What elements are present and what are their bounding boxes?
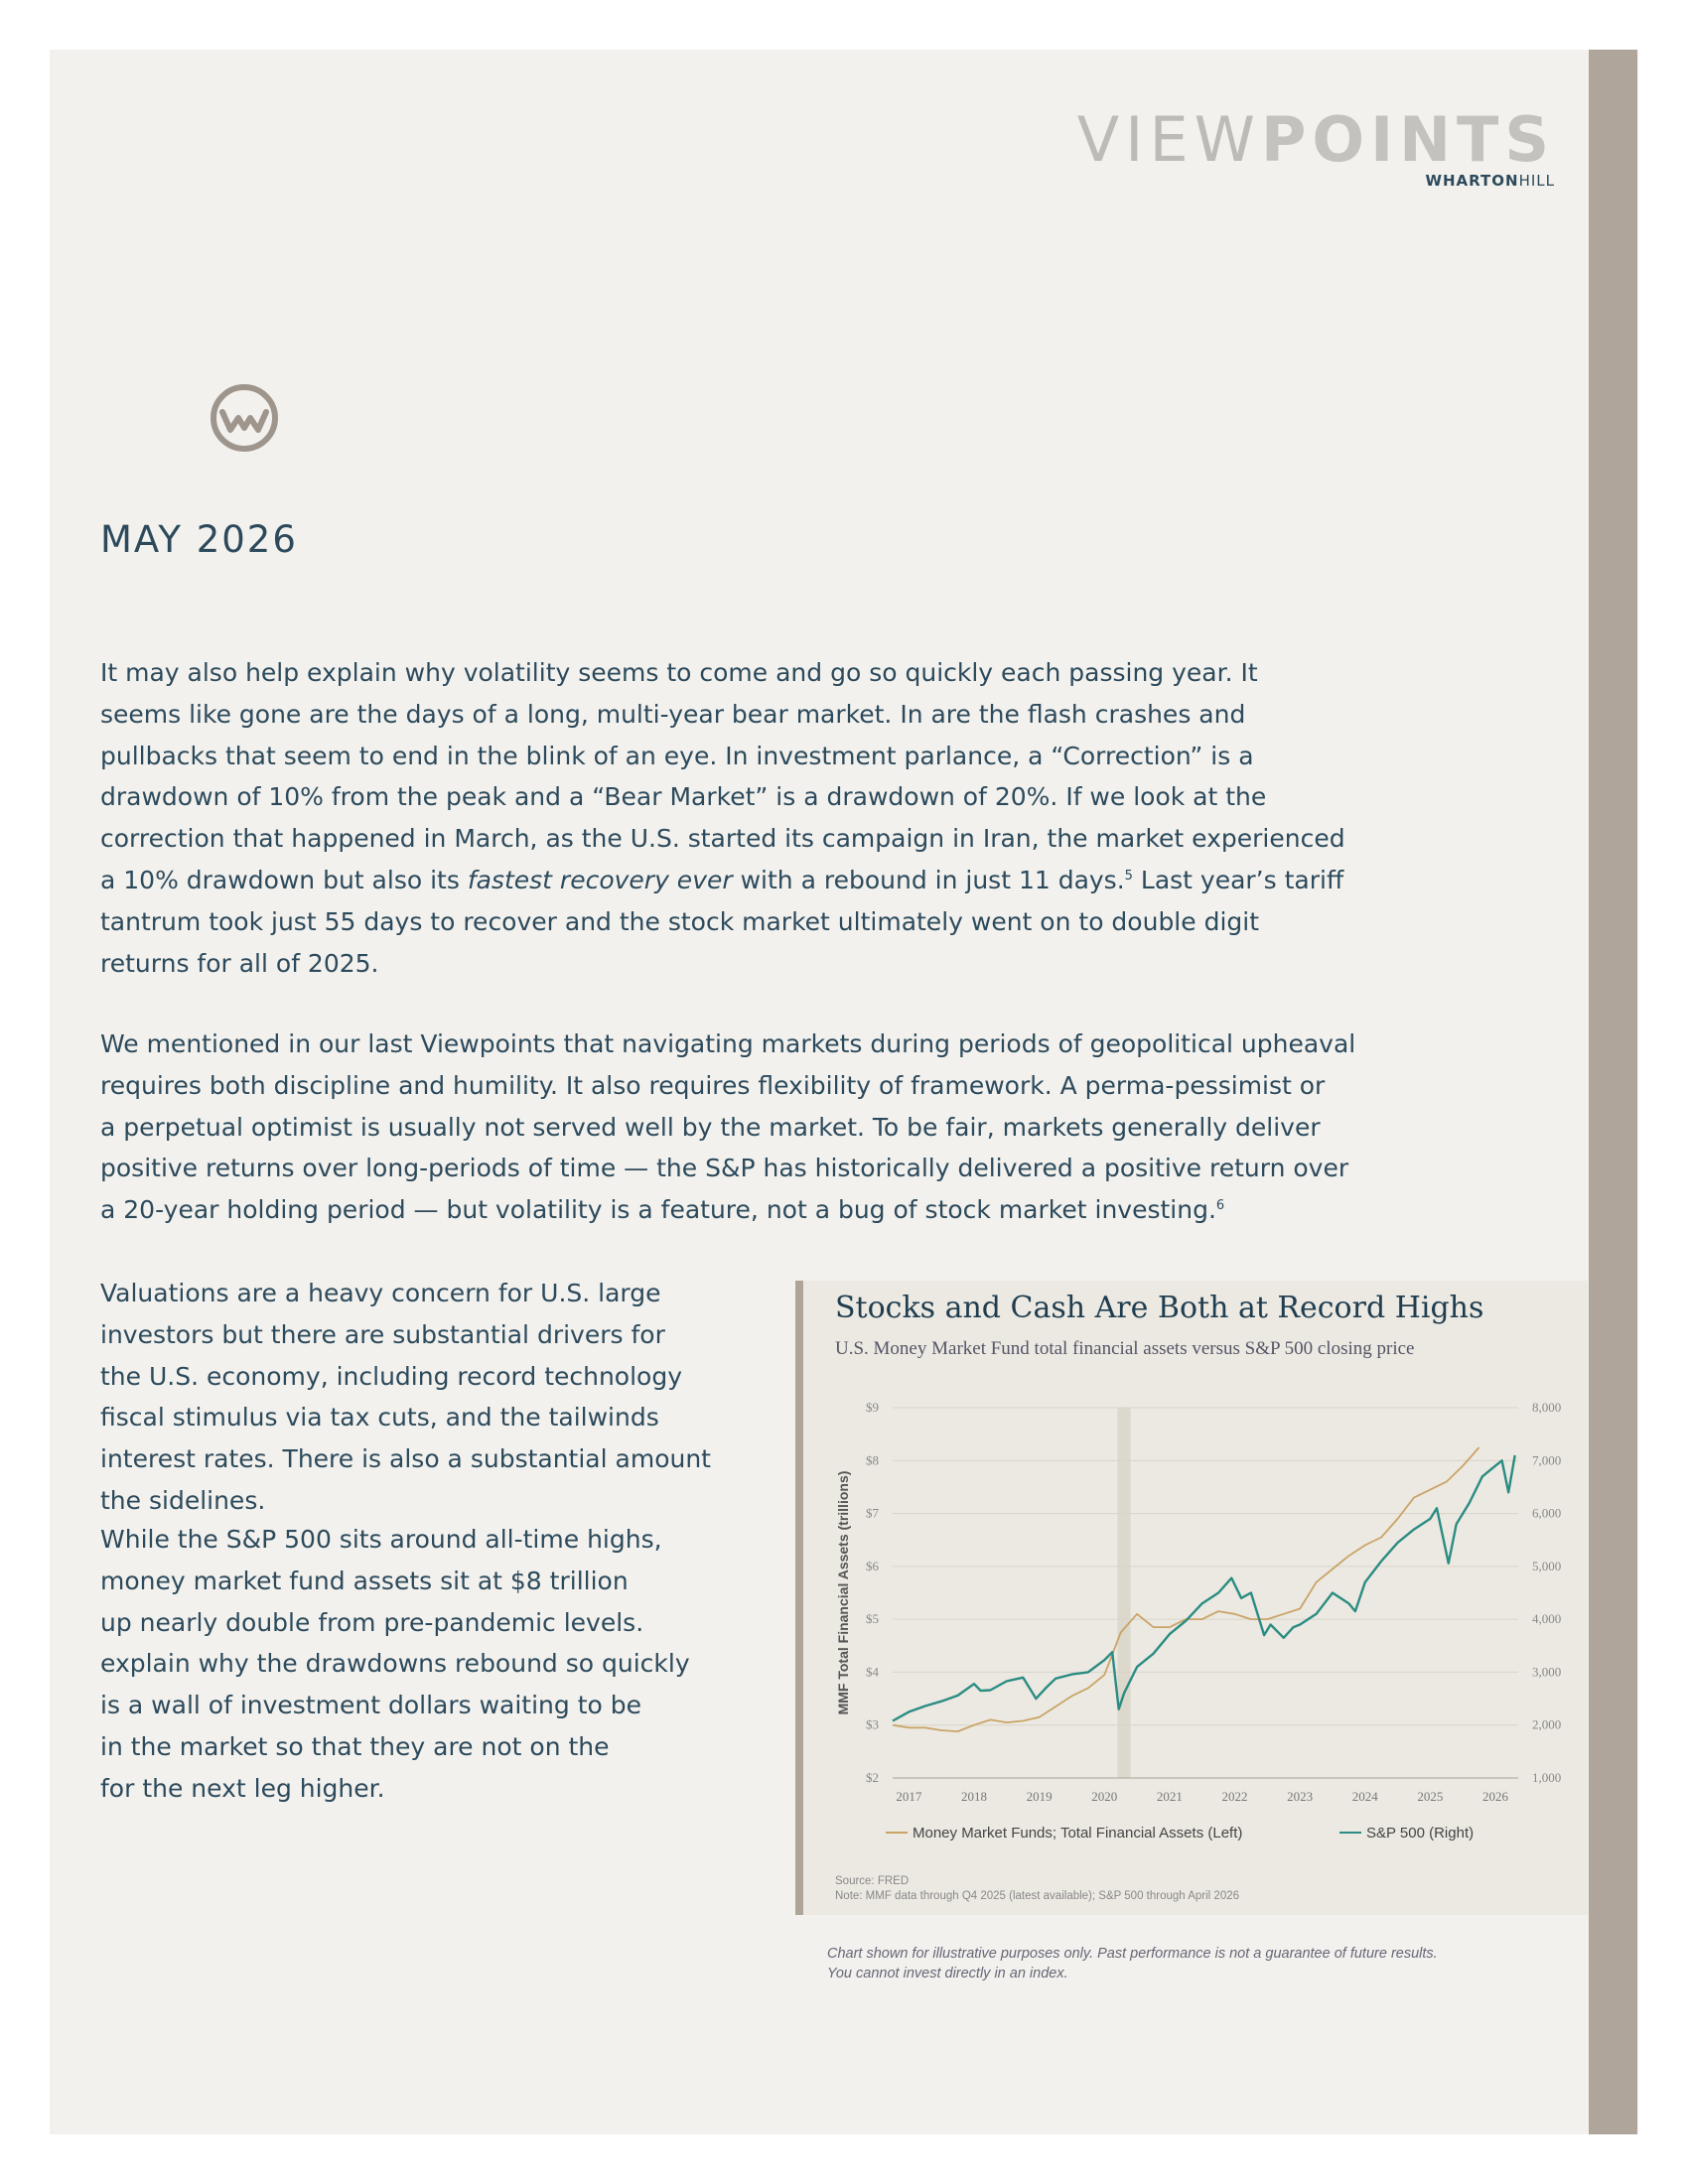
text-line: interest rates. There is also a substantial amount: [100, 1444, 711, 1474]
x-tick-label: 2026: [1482, 1789, 1509, 1804]
x-tick-label: 2022: [1221, 1789, 1248, 1804]
shaded-period: [1117, 1408, 1130, 1778]
body-paragraph-2: [100, 1024, 1461, 1231]
footnote-marker: 6: [1215, 1198, 1225, 1214]
text-line: [100, 860, 1461, 901]
x-tick-label: 2023: [1287, 1789, 1314, 1804]
legend-label-sp500: S&P 500 (Right): [1366, 1825, 1475, 1842]
y-right-tick-label: 2,000: [1532, 1716, 1562, 1732]
text-line: the U.S. economy, including record technology: [100, 1361, 683, 1391]
text-line: pullbacks that seem to end in the blink of an eye. In investment parlance, a “Correction” is a: [100, 741, 1254, 770]
text-line: a perpetual optimist is usually not served well by the market. To be fair, markets generally deliver: [100, 1112, 1321, 1142]
text-line: investors but there are substantial drivers for: [100, 1319, 665, 1349]
brand-header: [0, 104, 1555, 190]
y-left-tick-label: $7: [866, 1505, 879, 1521]
text-line: positive returns over long-periods of time — the S&P has historically delivered a positive return over: [100, 1154, 1349, 1183]
chart-note-line: Note: MMF data through Q4 2025 (latest available); S&P 500 through April 2026: [835, 1890, 1240, 1902]
y-left-tick-label: $4: [866, 1664, 879, 1680]
text-line: We mentioned in our last Viewpoints that navigating markets during periods of geopolitical upheaval: [100, 1029, 1356, 1058]
legend-label-mmf: Money Market Funds; Total Financial Assets (Left): [913, 1825, 1243, 1842]
text-run: a 10% drawdown but also its: [100, 865, 468, 894]
x-tick-label: 2025: [1417, 1789, 1444, 1804]
text-line: returns for all of 2025.: [100, 948, 379, 978]
chart-title: Stocks and Cash Are Both at Record Highs: [835, 1291, 1484, 1325]
text-line: It may also help explain why volatility seems to come and go so quickly each passing year. It: [100, 658, 1258, 687]
brand-title-bold: POINTS: [1260, 103, 1555, 176]
text-line: While the S&P 500 sits around all-time highs,: [100, 1525, 662, 1554]
text-line: requires both discipline and humility. It also requires flexibility of framework. A perma-pessimist or: [100, 1070, 1326, 1100]
y-right-tick-label: 6,000: [1532, 1505, 1562, 1521]
x-tick-label: 2024: [1351, 1789, 1378, 1804]
x-tick-label: 2019: [1026, 1789, 1053, 1804]
y-left-tick-label: $3: [866, 1716, 879, 1732]
text-line: explain why the drawdowns rebound so quickly: [100, 1649, 690, 1679]
chart-plot: [803, 1281, 1588, 1915]
brand-subtitle-light: HILL: [1518, 172, 1555, 190]
y-left-tick-label: $6: [866, 1558, 879, 1573]
y-axis-title: MMF Total Financial Assets (trillions): [835, 1470, 851, 1715]
text-line: the sidelines.: [100, 1485, 266, 1515]
text-run: with a rebound in just 11 days.: [732, 865, 1125, 894]
text-line: in the market so that they are not on the: [100, 1731, 610, 1761]
text-line: is a wall of investment dollars waiting to be: [100, 1691, 641, 1720]
y-right-tick-label: 3,000: [1532, 1664, 1562, 1680]
chart-source: [835, 1874, 1239, 1904]
mmf-series-line: [893, 1447, 1479, 1731]
y-right-tick-label: 1,000: [1532, 1770, 1562, 1785]
emphasis-text: fastest recovery ever: [467, 865, 733, 894]
text-line: fiscal stimulus via tax cuts, and the tailwinds: [100, 1403, 659, 1433]
body-paragraph-1: [100, 652, 1461, 984]
body-paragraph-3: [100, 1273, 756, 1522]
issue-date: MAY 2026: [100, 518, 298, 561]
y-left-tick-label: $9: [866, 1400, 879, 1415]
footnote-marker: 5: [1124, 868, 1133, 884]
side-accent-bar: [1589, 50, 1637, 2134]
x-tick-label: 2017: [896, 1789, 922, 1804]
body-paragraph-4: [100, 1519, 756, 1810]
chart-panel: [795, 1281, 1588, 1915]
text-line: [100, 1189, 1461, 1231]
chart-subtitle: U.S. Money Market Fund total financial assets versus S&P 500 closing price: [835, 1338, 1415, 1359]
text-line: tantrum took just 55 days to recover and the stock market ultimately went on to double digit: [100, 906, 1260, 936]
text-line: Valuations are a heavy concern for U.S. large: [100, 1279, 661, 1307]
text-line: money market fund assets sit at $8 trillion: [100, 1566, 629, 1595]
sp500-series-line: [893, 1455, 1515, 1721]
wharton-hill-logo-icon: [209, 382, 280, 454]
text-run: Last year’s tariff: [1132, 865, 1344, 894]
x-tick-label: 2021: [1156, 1789, 1183, 1804]
chart-disclaimer: Chart shown for illustrative purposes only. Past performance is not a guarantee of future results. You cannot invest directly in an index.: [827, 1946, 1438, 1981]
text-line: correction that happened in March, as the U.S. started its campaign in Iran, the market experienced: [100, 824, 1345, 854]
y-right-tick-label: 7,000: [1532, 1452, 1562, 1468]
y-left-tick-label: $2: [866, 1770, 879, 1785]
y-left-tick-label: $5: [866, 1611, 879, 1627]
y-left-tick-label: $8: [866, 1452, 879, 1468]
y-right-tick-label: 8,000: [1532, 1400, 1562, 1415]
y-right-tick-label: 4,000: [1532, 1611, 1562, 1627]
brand-title-light: VIEW: [1076, 103, 1261, 176]
text-line: seems like gone are the days of a long, multi-year bear market. In are the flash crashes and: [100, 699, 1246, 729]
text-line: for the next leg higher.: [100, 1773, 385, 1803]
text-run: a 20-year holding period — but volatility is a feature, not a bug of stock market investing.: [100, 1195, 1216, 1225]
brand-subtitle-bold: WHARTON: [1425, 172, 1519, 190]
x-tick-label: 2018: [961, 1789, 988, 1804]
chart-source-line: Source: FRED: [835, 1875, 910, 1887]
text-line: drawdown of 10% from the peak and a “Bear Market” is a drawdown of 20%. If we look at the: [100, 782, 1267, 812]
y-right-tick-label: 5,000: [1532, 1558, 1562, 1573]
brand-title: [0, 104, 1555, 176]
text-line: up nearly double from pre-pandemic levels.: [100, 1607, 644, 1637]
x-tick-label: 2020: [1091, 1789, 1118, 1804]
